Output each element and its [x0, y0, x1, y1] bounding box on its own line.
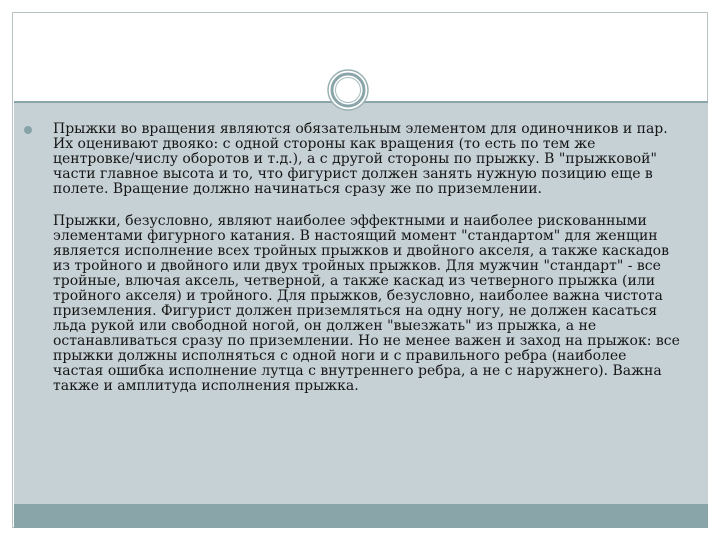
body-text: [40, 122, 680, 394]
bullet-paragraph: [40, 122, 680, 197]
bullet-dot-icon: [24, 126, 32, 134]
circle-ornament-icon: [327, 69, 369, 111]
paragraph-text: Прыжки, безусловно, являют наиболее эффектными и наиболее рискованными элементами фигурного катания. В настоящий момент "стандартом" для женщин является исполнение всех тройных прыжков и двойного аксeля, а также каскадов из тройного и двойного или двух тройных прыжков. Для мужчин "стандарт" - все тройные, влючая аксель, четверной, а также каскад из четверного прыжка (или тройного акселя) и тройного. Для прыжков, безусловно, наиболее важна чистота приземления. Фигурист должен приземляться на одну ногу, не должен касаться льда рукой или свободной ногой, он должен "выезжать" из прыжка, а не останавливаться сразу по приземлении. Но не менее важен и заход на прыжок: все прыжки должны исполняться с одной ноги и с правильного ребра (наиболее частая ошибка исполнение лутца с внутреннего ребра, а не с наружнего). Важна также и амплитуда исполнения прыжка.: [53, 213, 680, 394]
footer-band: [14, 504, 708, 528]
paragraph-text: Прыжки во вращения являются обязательным элементом для одиночников и пар. Их оценивают двояко: с одной стороны как вращения (то есть по тем же центровке/числу оборотов и т.д.), а с другой стороны по прыжку. В "прыжковой" части главное высота и то, что фигурист должен занять нужную позицию еще в полете. Вращение должно начинаться сразу же по приземлении.: [53, 121, 668, 197]
paragraph: [40, 214, 680, 394]
